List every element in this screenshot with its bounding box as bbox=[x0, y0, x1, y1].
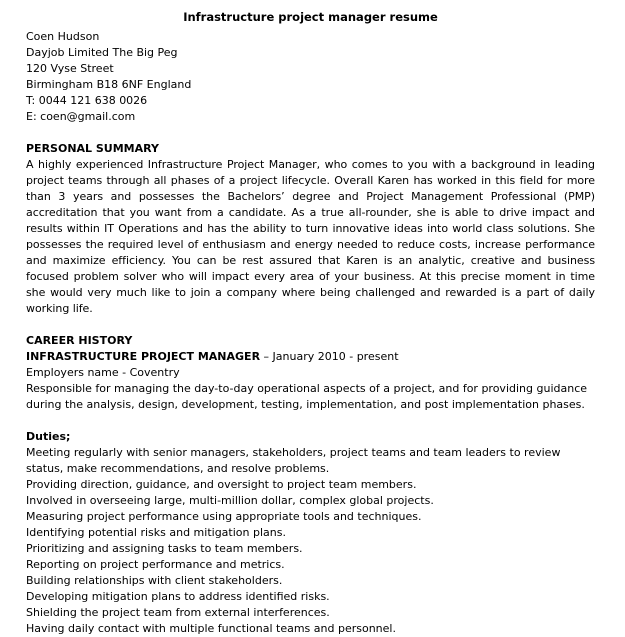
duty-item: Prioritizing and assigning tasks to team members. bbox=[26, 542, 303, 555]
contact-block bbox=[26, 29, 595, 125]
duty-item: Building relationships with client stakeholders. bbox=[26, 574, 283, 587]
duty-item: Having daily contact with multiple functional teams and personnel. bbox=[26, 622, 396, 635]
personal-summary-text: A highly experienced Infrastructure Project Manager, who comes to you with a background in leading project teams through all phases of a project lifecycle. Overall Karen has worked in this field for more than 3 years and possesses the Bachelors’ degree and Project Management Professional (PMP) accreditation that you want from a candidate. As a true all-rounder, she is able to drive impact and results within IT Operations and has the ability to turn innovative ideas into world class solutions. She possesses the required level of enthusiasm and energy needed to reduce costs, increase performance and maximize efficiency. You can be rest assured that Karen is an analytic, creative and business focused problem solver who will impact every area of your business. At this precise moment in time she would very much like to join a company where being challenged and rewarded is a part of daily working life. bbox=[26, 158, 595, 315]
contact-city: Birmingham B18 6NF England bbox=[26, 78, 192, 91]
personal-summary-section bbox=[26, 141, 595, 317]
employer-name: Employers name - Coventry bbox=[26, 366, 180, 379]
role-description: Responsible for managing the day-to-day operational aspects of a project, and for providing guidance during the analysis, design, development, testing, implementation, and post implementation phases. bbox=[26, 382, 588, 411]
duties-list bbox=[26, 445, 595, 637]
contact-name: Coen Hudson bbox=[26, 30, 100, 43]
spacer bbox=[26, 125, 595, 141]
duty-item: Involved in overseeing large, multi-million dollar, complex global projects. bbox=[26, 494, 434, 507]
duty-item: Identifying potential risks and mitigation plans. bbox=[26, 526, 286, 539]
duty-item: Meeting regularly with senior managers, stakeholders, project teams and team leaders to review status, make recommendations, and resolve problems. bbox=[26, 446, 561, 475]
spacer bbox=[26, 413, 595, 429]
duties-section bbox=[26, 429, 595, 637]
duty-item: Reporting on project performance and metrics. bbox=[26, 558, 285, 571]
role-line bbox=[26, 349, 595, 365]
contact-phone: T: 0044 121 638 0026 bbox=[26, 94, 148, 107]
spacer bbox=[26, 317, 595, 333]
role-dates: – January 2010 - present bbox=[260, 350, 399, 363]
career-history-heading: CAREER HISTORY bbox=[26, 334, 133, 347]
contact-company: Dayjob Limited The Big Peg bbox=[26, 46, 178, 59]
contact-street: 120 Vyse Street bbox=[26, 62, 114, 75]
duties-heading: Duties; bbox=[26, 430, 71, 443]
duty-item: Measuring project performance using appropriate tools and techniques. bbox=[26, 510, 422, 523]
duty-item: Providing direction, guidance, and oversight to project team members. bbox=[26, 478, 417, 491]
personal-summary-heading: PERSONAL SUMMARY bbox=[26, 142, 159, 155]
duty-item: Developing mitigation plans to address identified risks. bbox=[26, 590, 330, 603]
career-history-section bbox=[26, 333, 595, 413]
document-title: Infrastructure project manager resume bbox=[183, 10, 438, 24]
duty-item: Shielding the project team from external interferences. bbox=[26, 606, 330, 619]
contact-email: E: coen@gmail.com bbox=[26, 110, 136, 123]
role-title: INFRASTRUCTURE PROJECT MANAGER bbox=[26, 350, 261, 363]
